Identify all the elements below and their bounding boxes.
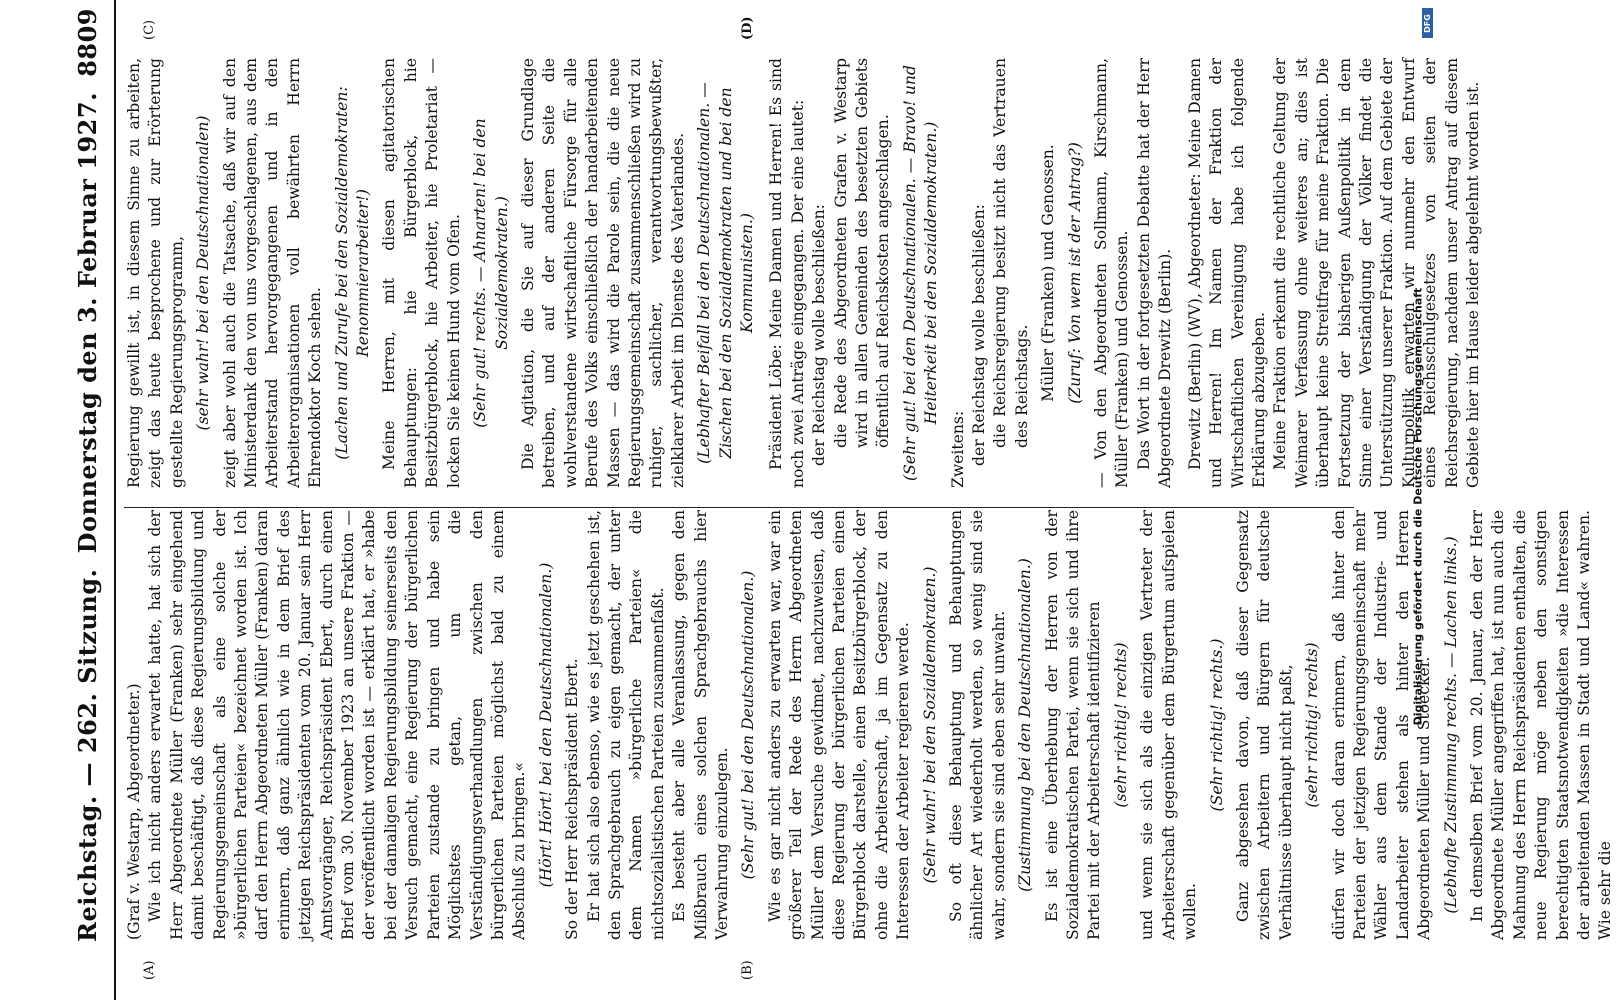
motion-formula: der Reichstag wolle beschließen: xyxy=(970,204,989,466)
paragraph: Wie ich nicht anders erwartet hatte, hat sich der Herr Abgeordnete Müller (Franken) sehr eingehend damit beschäftigt, daß diese Regierungsbildung und Regierungsgemeinschaft als eine solche der »bürgerlichen Parteien« bezeichnet worden ist. Ich darf den Herrn Abgeordneten Müller (Franken) daran erinnern, daß ganz ähnlich wie in dem Brief des jetzigen Reichspräsidenten vom 20. Januar sein Herr Amtsvorgänger, Reichspräsident Ebert, durch einen Brief vom 30. November 1923 an unsere Fraktion — der veröffentlicht worden ist — erklärt hat, er »habe bei der damaligen Regierungsbildung seinerseits den Versuch gemacht, eine Regierung der bürgerlichen Parteien zustande zu bringen und habe sein Möglichstes getan, um die Verständigungsverhandlungen zwischen den bürgerlichen Parteien möglichst bald zu einem Abschluß zu bringen.« xyxy=(146,510,529,940)
interjection: (Zuruf: Von wem ist der Antrag?) xyxy=(1065,142,1084,404)
motion-label: Zweitens: xyxy=(948,410,967,488)
interjection: (Sehr wahr! bei den Sozialdemokraten.) xyxy=(920,566,939,884)
paragraph: In demselben Brief vom 20. Januar, den der Herr Abgeordnete Müller angegriffen hat, ist nun auch die Mahnung des Herrn Reichspräsidenten enthalten, die neue Regierung möge neben den sonstigen berechtigten Staatsnotwendigkeiten »die Interessen der arbeitenden Massen in Stadt und Land« wahren. Wie sehr die xyxy=(1467,510,1615,940)
paragraph: Wie es gar nicht anders zu erwarten war, war ein größerer Teil der Rede des Herrn Abgeordneten Müller dem Versuche gewidmet, nachzuweisen, daß diese Regierung der bürgerlichen Parteien einen Bürgerblock darstelle, einen Besitzbürgerblock, der ohne die Arbeiterschaft, ja im Gegensatz zu den Interessen der Arbeiter regieren werde. xyxy=(765,510,913,940)
speaker-statement: Drewitz (Berlin) (WV), Abgeordneter: Meine Damen und Herren! Im Namen der Fraktion der Wirtschaftlichen Vereinigung habe ich folgende Erklärung abzugeben. xyxy=(1185,58,1268,488)
paragraph: Meine Fraktion erkennt die rechtliche Geltung der Weimarer Verfassung ohne weiteres an; dies ist überhaupt keine Streitfrage für meine Fraktion. Die Fortsetzung der bisherigen Außenpolitik in dem Sinne einer Verständigung der Völker findet die Unterstützung unserer Fraktion. Auf dem Gebiete der Kulturpolitik erwarten wir nunmehr den Entwurf eines Reichsschulgesetzes von seiten der Reichsregierung, nachdem unser Antrag auf diesem Gebiete hier im Hause leider abgelehnt worden ist. xyxy=(1271,58,1482,488)
header-date: Donnerstag den 3. Februar 1927. xyxy=(72,92,102,554)
interjection: (Lebhafter Beifall bei den Deutschnationalen. — Zischen bei den Sozialdemokraten und bei den Kommunisten.) xyxy=(695,82,756,464)
motion-text: die Reichsregierung besitzt nicht das Vertrauen des Reichstags. xyxy=(991,58,1031,448)
left-column xyxy=(124,510,1615,940)
paragraph: So der Herr Reichspräsident Ebert. xyxy=(563,658,582,940)
paragraph: So oft diese Behauptung und Behauptungen ähnlicher Art wiederholt werden, so wenig sind sie wahr, sondern sie sind eben sehr unwahr. xyxy=(947,510,1008,940)
interjection: (Lachen und Zurufe bei den Sozialdemokraten: Renommierarbeiter!) xyxy=(332,86,373,460)
speaker-continuation: (Graf v. Westarp, Abgeordneter.) xyxy=(125,683,143,940)
paragraph: Regierung gewillt ist, in diesem Sinne zu arbeiten, zeigt das heute besprochene und zur Erörterung gestellte Regierungsprogramm, xyxy=(125,58,186,488)
motion-text: die Rede des Abgeordneten Grafen v. Westarp wird in allen Gemeinden des besetzten Gebiets öffentlich auf Reichskosten angeschlagen. xyxy=(831,58,893,448)
interjection: (Sehr gut! bei den Deutschnationalen. — Bravo! und Heiterkeit bei den Sozialdemokraten.) xyxy=(900,65,941,481)
digitization-credit: Digitalisierung gefördert durch die Deutsche Forschungsgemeinschaft xyxy=(1411,287,1425,726)
page-number: 8809 xyxy=(72,8,102,77)
interjection: (Sehr gut! bei den Deutschnationalen.) xyxy=(739,570,758,880)
column-divider xyxy=(124,507,1354,508)
interjection: (sehr richtig! rechts) xyxy=(1111,642,1130,808)
paragraph: zeigt aber wohl auch die Tatsache, daß wir auf den Ministerdank den von uns vorgeschlagenen, aus dem Arbeiterstand hervorgegangenen und in den Arbeiterorganisationen voll bewährten Herrn Ehrendoktor Koch sehen. xyxy=(220,58,325,488)
margin-mark-a: (A) xyxy=(142,960,157,980)
interjection: (sehr richtig! rechts) xyxy=(1303,642,1322,808)
president-statement: Präsident Löbe: Meine Damen und Herren! Es sind noch zwei Anträge eingegangen. Der eine lautet: xyxy=(767,58,807,488)
interjection: (Hört! Hört! bei den Deutschnationalen.) xyxy=(536,562,555,888)
right-column xyxy=(124,58,1482,488)
interjection: (Zustimmung bei den Deutschnationalen.) xyxy=(1016,558,1035,892)
paragraph: Das Wort in der fortgesetzten Debatte hat der Herr Abgeordnete Drewitz (Berlin). xyxy=(1134,58,1175,488)
dfg-logo: DFG xyxy=(1422,8,1433,38)
credit-strip xyxy=(1408,0,1434,1000)
paragraph: Ganz abgesehen davon, daß dieser Gegensatz zwischen Arbeitern und Bürgern für deutsche Verhältnisse überhaupt nicht paßt, xyxy=(1233,510,1295,940)
paragraph: Die Agitation, die Sie auf dieser Grundlage betreiben, und auf der anderen Seite die wohlverstandene wirtschaftliche Fürsorge für alle Berufe des Volks einschließlich der handarbeitenden Massen — das wird die Parole sein, die die neue Regierungsgemeinschaft zusammenschließen wird zu ruhiger, sachlicher, verantwortungsbewußter, zielklarer Arbeit im Dienste des Vaterlandes. xyxy=(518,58,687,488)
motion-signatories: Müller (Franken) und Genossen. xyxy=(1039,144,1058,402)
motion-formula: der Reichstag wolle beschließen: xyxy=(810,204,829,466)
interjection: (Sehr richtig! rechts.) xyxy=(1207,638,1226,812)
interjection: (Sehr gut! rechts. — Ahnarten! bei den Sozialdemokraten.) xyxy=(471,118,511,428)
paragraph: Es ist eine Überhebung der Herren von der Sozialdemokratischen Partei, wenn sie sich und ihre Partei mit der Arbeiterschaft identifizieren xyxy=(1042,510,1104,940)
margin-mark-d: (D) xyxy=(740,16,755,40)
interjection: (sehr wahr! bei den Deutschnationalen) xyxy=(194,115,213,431)
paragraph: — Von den Abgeordneten Sollmann, Kirschmann, Müller (Franken) und Genossen. xyxy=(1092,58,1132,488)
header-session: Reichstag. — 262. Sitzung. xyxy=(72,568,102,942)
page-header xyxy=(60,0,116,1000)
interjection: (Lebhafte Zustimmung rechts. — Lachen links.) xyxy=(1441,536,1460,914)
paragraph: dürfen wir doch daran erinnern, daß hinter den Parteien der jetzigen Regierungsgemeinschaft mehr Wähler aus dem Stande der Industrie- und Landarbeiter stehen als hinter den Herren Abgeordneten Müller und Stoecker. xyxy=(1329,510,1434,940)
margin-mark-c: (C) xyxy=(142,19,157,40)
paragraph: Er hat sich also ebenso, wie es jetzt geschehen ist, den Sprachgebrauch zu eigen gemacht, der unter dem Namen »bürgerliche Parteien« die nichtsozialistischen Parteien zusammenfaßt. xyxy=(584,510,667,940)
margin-mark-b: (B) xyxy=(740,960,755,980)
paragraph: und wenn sie sich als die einzigen Vertreter der Arbeiterschaft gegenüber dem Bürgertum aufspielen wollen. xyxy=(1138,510,1200,940)
paragraph: Es besteht aber alle Veranlassung, gegen den Mißbrauch eines solchen Sprachgebrauchs hier Verwahrung einzulegen. xyxy=(670,510,731,940)
paragraph: Meine Herren, mit diesen agitatorischen Behauptungen: hie Bürgerblock, hie Besitzbürgerblock, hie Arbeiter, hie Proletariat — locken Sie keinen Hund vom Ofen. xyxy=(380,58,463,488)
